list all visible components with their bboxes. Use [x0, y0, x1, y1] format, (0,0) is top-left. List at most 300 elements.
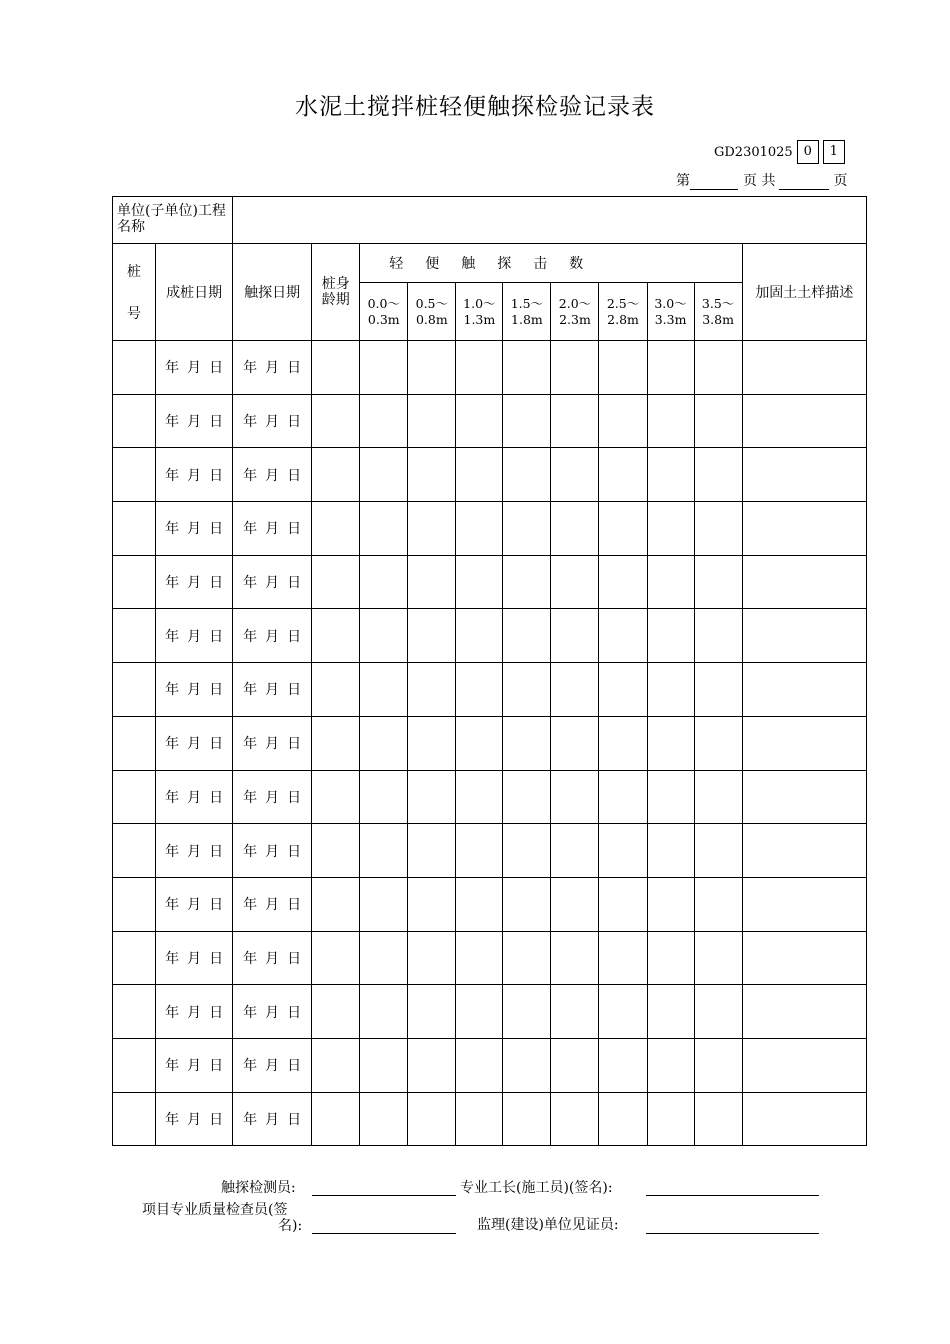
probe-date-cell[interactable] [233, 877, 312, 931]
pile-date-cell[interactable] [156, 341, 233, 395]
soil-desc-cell[interactable] [742, 502, 866, 556]
probe-date-cell[interactable] [233, 1038, 312, 1092]
date-part: 月 [265, 736, 280, 753]
date-part: 年 [165, 843, 180, 860]
probe-date-cell[interactable] [233, 502, 312, 556]
hit-count-cell[interactable] [408, 1038, 456, 1092]
pile-date-cell[interactable] [156, 1038, 233, 1092]
probe-date-cell[interactable] [233, 394, 312, 448]
hit-count-cell[interactable] [456, 877, 503, 931]
depth-range-end: 0.8m [415, 311, 448, 327]
pile-age-cell[interactable] [312, 448, 360, 502]
hit-count-cell[interactable] [599, 1092, 647, 1146]
table-row [113, 502, 867, 556]
pile-no-cell[interactable] [113, 1038, 156, 1092]
hit-count-cell[interactable] [408, 770, 456, 824]
pile-age-cell[interactable] [312, 770, 360, 824]
hit-count-cell[interactable] [551, 394, 599, 448]
header-pile-no-top: 桩 [127, 264, 142, 280]
table-row [113, 609, 867, 663]
date-part: 月 [187, 682, 202, 699]
pile-no-cell[interactable] [113, 448, 156, 502]
probe-tester-label: 触探检测员: [221, 1180, 296, 1196]
soil-desc-cell[interactable] [742, 877, 866, 931]
soil-desc-cell[interactable] [742, 1038, 866, 1092]
hit-count-cell[interactable] [694, 770, 742, 824]
soil-desc-cell[interactable] [742, 824, 866, 878]
pile-date-cell[interactable] [156, 609, 233, 663]
hit-count-cell[interactable] [647, 394, 694, 448]
probe-date-cell[interactable] [233, 341, 312, 395]
hit-count-cell[interactable] [408, 609, 456, 663]
supervisor-signature-line[interactable] [646, 1233, 819, 1234]
foreman-signature-line[interactable] [646, 1195, 819, 1196]
form-code-text: GD2301025 [714, 144, 793, 160]
header-depth-range [408, 283, 456, 341]
pile-age-cell[interactable] [312, 609, 360, 663]
hit-count-cell[interactable] [647, 555, 694, 609]
hit-count-cell[interactable] [551, 716, 599, 770]
date-part: 日 [287, 1111, 302, 1128]
pile-age-cell[interactable] [312, 341, 360, 395]
depth-range-start: 1.0～ [463, 295, 496, 311]
hit-count-cell[interactable] [360, 1038, 408, 1092]
page-suffix: 页 [833, 173, 848, 189]
pile-age-cell[interactable] [312, 716, 360, 770]
date-part: 月 [187, 628, 202, 645]
hit-count-cell[interactable] [694, 931, 742, 985]
depth-range-start: 2.5～ [606, 295, 640, 311]
hit-count-cell[interactable] [360, 985, 408, 1039]
hit-title-char: 触 [461, 256, 476, 272]
hit-count-cell[interactable] [456, 555, 503, 609]
hit-count-cell[interactable] [694, 824, 742, 878]
hit-count-cell[interactable] [503, 770, 551, 824]
table-row [113, 931, 867, 985]
hit-count-cell[interactable] [599, 555, 647, 609]
hit-count-cell[interactable] [694, 448, 742, 502]
hit-count-cell[interactable] [360, 770, 408, 824]
hit-count-cell[interactable] [408, 555, 456, 609]
date-part: 日 [209, 736, 224, 753]
hit-count-cell[interactable] [647, 609, 694, 663]
hit-count-cell[interactable] [503, 877, 551, 931]
page-total-blank[interactable] [779, 172, 829, 190]
hit-count-cell[interactable] [599, 394, 647, 448]
probe-date-cell[interactable] [233, 555, 312, 609]
hit-count-cell[interactable] [456, 770, 503, 824]
hit-count-cell[interactable] [599, 341, 647, 395]
depth-range-start: 0.5～ [415, 295, 449, 311]
hit-count-cell[interactable] [694, 877, 742, 931]
hit-count-cell[interactable] [360, 663, 408, 717]
date-part: 日 [209, 628, 224, 645]
date-part: 月 [187, 1004, 202, 1021]
table-row [113, 663, 867, 717]
hit-count-cell[interactable] [551, 985, 599, 1039]
pile-no-cell[interactable] [113, 716, 156, 770]
probe-date-cell[interactable] [233, 1092, 312, 1146]
depth-range-start: 2.0～ [558, 295, 592, 311]
soil-desc-cell[interactable] [742, 770, 866, 824]
pile-age-cell[interactable] [312, 824, 360, 878]
hit-count-cell[interactable] [647, 877, 694, 931]
pile-no-cell[interactable] [113, 877, 156, 931]
pile-date-cell[interactable] [156, 716, 233, 770]
hit-count-cell[interactable] [647, 341, 694, 395]
depth-range-end: 3.8m [702, 311, 734, 327]
date-part: 月 [187, 1058, 202, 1075]
hit-count-cell[interactable] [503, 448, 551, 502]
hit-count-cell[interactable] [694, 1092, 742, 1146]
hit-count-cell[interactable] [599, 877, 647, 931]
date-part: 日 [209, 843, 224, 860]
pile-date-cell[interactable] [156, 394, 233, 448]
date-part: 日 [209, 950, 224, 967]
hit-count-cell[interactable] [360, 555, 408, 609]
date-part: 日 [209, 1004, 224, 1021]
hit-count-cell[interactable] [647, 824, 694, 878]
hit-count-cell[interactable] [503, 394, 551, 448]
hit-count-cell[interactable] [599, 770, 647, 824]
pile-no-cell[interactable] [113, 985, 156, 1039]
hit-count-cell[interactable] [360, 716, 408, 770]
probe-date-cell[interactable] [233, 609, 312, 663]
date-part: 日 [287, 843, 302, 860]
hit-count-cell[interactable] [503, 341, 551, 395]
hit-count-cell[interactable] [551, 555, 599, 609]
pile-no-cell[interactable] [113, 663, 156, 717]
date-part: 日 [287, 628, 302, 645]
hit-count-cell[interactable] [647, 663, 694, 717]
hit-count-cell[interactable] [408, 824, 456, 878]
depth-range-end: 1.8m [511, 311, 543, 327]
probe-date-cell[interactable] [233, 824, 312, 878]
hit-count-cell[interactable] [360, 1092, 408, 1146]
date-part: 月 [265, 1004, 280, 1021]
hit-title-char: 探 [497, 256, 512, 272]
soil-desc-cell[interactable] [742, 931, 866, 985]
soil-desc-cell[interactable] [742, 341, 866, 395]
soil-desc-cell[interactable] [742, 716, 866, 770]
table-row [113, 1092, 867, 1146]
pile-date-cell[interactable] [156, 663, 233, 717]
code-box: 1 [823, 140, 845, 164]
table-row [113, 555, 867, 609]
table-row [113, 877, 867, 931]
hit-count-cell[interactable] [599, 502, 647, 556]
hit-count-cell[interactable] [599, 824, 647, 878]
probe-date-cell[interactable] [233, 716, 312, 770]
hit-count-cell[interactable] [551, 663, 599, 717]
hit-count-cell[interactable] [599, 716, 647, 770]
date-part: 年 [243, 360, 258, 377]
project-name-value[interactable] [233, 197, 867, 244]
foreman-label: 专业工长(施工员)(签名): [460, 1180, 613, 1196]
hit-count-cell[interactable] [503, 502, 551, 556]
date-part: 月 [265, 628, 280, 645]
probe-tester-signature-line[interactable] [312, 1195, 456, 1196]
hit-count-cell[interactable] [456, 609, 503, 663]
pile-no-cell[interactable] [113, 341, 156, 395]
hit-count-cell[interactable] [551, 1038, 599, 1092]
depth-range-end: 0.3m [367, 311, 400, 327]
depth-range-start: 0.0～ [367, 295, 400, 311]
pile-age-cell[interactable] [312, 931, 360, 985]
pile-age-cell[interactable] [312, 555, 360, 609]
date-part: 年 [165, 360, 180, 377]
pile-age-cell[interactable] [312, 663, 360, 717]
hit-count-cell[interactable] [551, 877, 599, 931]
probe-date-cell[interactable] [233, 931, 312, 985]
hit-count-cell[interactable] [408, 502, 456, 556]
hit-count-cell[interactable] [360, 824, 408, 878]
date-part: 日 [209, 682, 224, 699]
date-part: 年 [165, 628, 180, 645]
hit-count-cell[interactable] [360, 931, 408, 985]
hit-count-cell[interactable] [647, 1038, 694, 1092]
date-part: 月 [265, 414, 280, 431]
hit-count-cell[interactable] [408, 448, 456, 502]
date-part: 日 [209, 789, 224, 806]
date-part: 日 [209, 414, 224, 431]
hit-count-cell[interactable] [360, 448, 408, 502]
hit-count-cell[interactable] [456, 985, 503, 1039]
hit-count-cell[interactable] [694, 502, 742, 556]
date-part: 年 [243, 1058, 258, 1075]
soil-desc-cell[interactable] [742, 609, 866, 663]
date-part: 月 [265, 360, 280, 377]
pile-age-cell[interactable] [312, 985, 360, 1039]
hit-count-cell[interactable] [694, 1038, 742, 1092]
probe-date-cell[interactable] [233, 770, 312, 824]
hit-count-cell[interactable] [694, 609, 742, 663]
quality-inspector-signature-line[interactable] [312, 1233, 456, 1234]
soil-desc-cell[interactable] [742, 555, 866, 609]
pile-no-cell[interactable] [113, 824, 156, 878]
hit-count-cell[interactable] [456, 716, 503, 770]
header-pile-no-bottom: 号 [127, 306, 142, 322]
date-part: 年 [165, 682, 180, 699]
table-row [113, 1038, 867, 1092]
pile-age-cell[interactable] [312, 502, 360, 556]
probe-date-cell[interactable] [233, 663, 312, 717]
header-pile-age [312, 244, 360, 341]
pile-date-cell[interactable] [156, 770, 233, 824]
hit-count-cell[interactable] [408, 931, 456, 985]
soil-desc-cell[interactable] [742, 448, 866, 502]
date-part: 年 [165, 1111, 180, 1128]
hit-count-cell[interactable] [456, 341, 503, 395]
hit-count-cell[interactable] [647, 985, 694, 1039]
hit-count-cell[interactable] [599, 931, 647, 985]
date-part: 年 [243, 575, 258, 592]
hit-count-cell[interactable] [551, 341, 599, 395]
quality-inspector-label-line2: 名): [278, 1218, 303, 1234]
pile-date-cell[interactable] [156, 555, 233, 609]
date-part: 年 [243, 736, 258, 753]
date-part: 年 [165, 736, 180, 753]
hit-count-cell[interactable] [408, 663, 456, 717]
pile-no-cell[interactable] [113, 1092, 156, 1146]
date-part: 年 [165, 897, 180, 914]
date-part: 月 [187, 467, 202, 484]
hit-count-cell[interactable] [551, 502, 599, 556]
hit-count-cell[interactable] [503, 824, 551, 878]
hit-count-cell[interactable] [503, 716, 551, 770]
hit-count-cell[interactable] [360, 502, 408, 556]
hit-count-cell[interactable] [408, 341, 456, 395]
hit-count-cell[interactable] [503, 1038, 551, 1092]
date-part: 月 [187, 843, 202, 860]
date-part: 月 [187, 950, 202, 967]
pile-no-cell[interactable] [113, 609, 156, 663]
hit-count-cell[interactable] [599, 609, 647, 663]
hit-count-cell[interactable] [408, 985, 456, 1039]
hit-count-cell[interactable] [599, 663, 647, 717]
soil-desc-cell[interactable] [742, 394, 866, 448]
soil-desc-cell[interactable] [742, 985, 866, 1039]
date-part: 日 [287, 950, 302, 967]
pile-age-cell[interactable] [312, 1038, 360, 1092]
pile-age-cell[interactable] [312, 1092, 360, 1146]
depth-range-start: 1.5～ [510, 295, 544, 311]
header-pile-no [113, 244, 156, 341]
page-number-blank[interactable] [690, 172, 738, 190]
date-part: 年 [243, 1111, 258, 1128]
hit-count-cell[interactable] [647, 448, 694, 502]
hit-count-cell[interactable] [503, 555, 551, 609]
hit-count-cell[interactable] [456, 1092, 503, 1146]
hit-count-cell[interactable] [694, 394, 742, 448]
hit-count-cell[interactable] [503, 985, 551, 1039]
hit-title-char: 击 [533, 256, 548, 272]
date-part: 月 [187, 414, 202, 431]
hit-count-cell[interactable] [551, 824, 599, 878]
pile-age-cell[interactable] [312, 877, 360, 931]
hit-count-cell[interactable] [647, 716, 694, 770]
header-depth-range [503, 283, 551, 341]
date-part: 年 [243, 682, 258, 699]
hit-count-cell[interactable] [647, 931, 694, 985]
hit-count-cell[interactable] [694, 716, 742, 770]
date-part: 年 [165, 414, 180, 431]
table-row [113, 448, 867, 502]
pile-date-cell[interactable] [156, 502, 233, 556]
hit-count-cell[interactable] [647, 502, 694, 556]
hit-count-cell[interactable] [694, 555, 742, 609]
pile-date-cell[interactable] [156, 824, 233, 878]
date-part: 年 [243, 414, 258, 431]
hit-count-cell[interactable] [599, 448, 647, 502]
table-row [113, 341, 867, 395]
hit-count-cell[interactable] [408, 1092, 456, 1146]
hit-count-cell[interactable] [456, 394, 503, 448]
date-part: 月 [265, 897, 280, 914]
hit-count-cell[interactable] [647, 1092, 694, 1146]
pile-no-cell[interactable] [113, 502, 156, 556]
depth-range-end: 2.8m [607, 311, 639, 327]
date-part: 日 [287, 467, 302, 484]
pile-date-cell[interactable] [156, 931, 233, 985]
date-part: 日 [209, 897, 224, 914]
table-row [113, 824, 867, 878]
form-code [714, 140, 845, 164]
pile-date-cell[interactable] [156, 1092, 233, 1146]
date-part: 月 [187, 897, 202, 914]
soil-desc-cell[interactable] [742, 1092, 866, 1146]
hit-count-cell[interactable] [408, 877, 456, 931]
pile-date-cell[interactable] [156, 985, 233, 1039]
date-part: 年 [165, 575, 180, 592]
hit-count-cell[interactable] [360, 877, 408, 931]
hit-count-cell[interactable] [551, 1092, 599, 1146]
hit-count-cell[interactable] [503, 609, 551, 663]
hit-count-cell[interactable] [360, 394, 408, 448]
hit-count-cell[interactable] [408, 394, 456, 448]
hit-count-cell[interactable] [551, 931, 599, 985]
date-part: 年 [165, 521, 180, 538]
hit-count-cell[interactable] [456, 931, 503, 985]
date-part: 年 [165, 467, 180, 484]
page-middle: 页 共 [743, 173, 776, 189]
hit-count-cell[interactable] [694, 341, 742, 395]
hit-count-cell[interactable] [551, 609, 599, 663]
date-part: 日 [287, 682, 302, 699]
hit-count-cell[interactable] [360, 609, 408, 663]
soil-desc-cell[interactable] [742, 663, 866, 717]
hit-count-cell[interactable] [360, 341, 408, 395]
date-part: 年 [243, 467, 258, 484]
hit-count-cell[interactable] [647, 770, 694, 824]
pile-no-cell[interactable] [113, 394, 156, 448]
date-part: 月 [187, 360, 202, 377]
date-part: 月 [187, 575, 202, 592]
pile-age-cell[interactable] [312, 394, 360, 448]
hit-count-cell[interactable] [599, 1038, 647, 1092]
hit-count-cell[interactable] [456, 663, 503, 717]
pile-no-cell[interactable] [113, 770, 156, 824]
pile-date-cell[interactable] [156, 448, 233, 502]
date-part: 日 [209, 360, 224, 377]
header-pile-age-line1: 桩身 [321, 276, 350, 292]
probe-date-cell[interactable] [233, 985, 312, 1039]
hit-count-cell[interactable] [456, 448, 503, 502]
hit-count-cell[interactable] [599, 985, 647, 1039]
date-part: 日 [287, 521, 302, 538]
hit-count-cell[interactable] [456, 824, 503, 878]
hit-count-cell[interactable] [503, 931, 551, 985]
probe-date-cell[interactable] [233, 448, 312, 502]
hit-count-cell[interactable] [503, 1092, 551, 1146]
pile-date-cell[interactable] [156, 877, 233, 931]
depth-range-end: 3.3m [654, 311, 687, 327]
hit-count-cell[interactable] [694, 663, 742, 717]
hit-count-cell[interactable] [694, 985, 742, 1039]
date-part: 日 [287, 1004, 302, 1021]
pile-no-cell[interactable] [113, 555, 156, 609]
depth-range-start: 3.5～ [701, 295, 735, 311]
hit-count-cell[interactable] [456, 1038, 503, 1092]
hit-count-cell[interactable] [551, 770, 599, 824]
hit-count-cell[interactable] [456, 502, 503, 556]
header-depth-range [551, 283, 599, 341]
hit-count-cell[interactable] [408, 716, 456, 770]
pile-no-cell[interactable] [113, 931, 156, 985]
hit-count-cell[interactable] [551, 448, 599, 502]
hit-count-cell[interactable] [503, 663, 551, 717]
date-part: 年 [243, 628, 258, 645]
